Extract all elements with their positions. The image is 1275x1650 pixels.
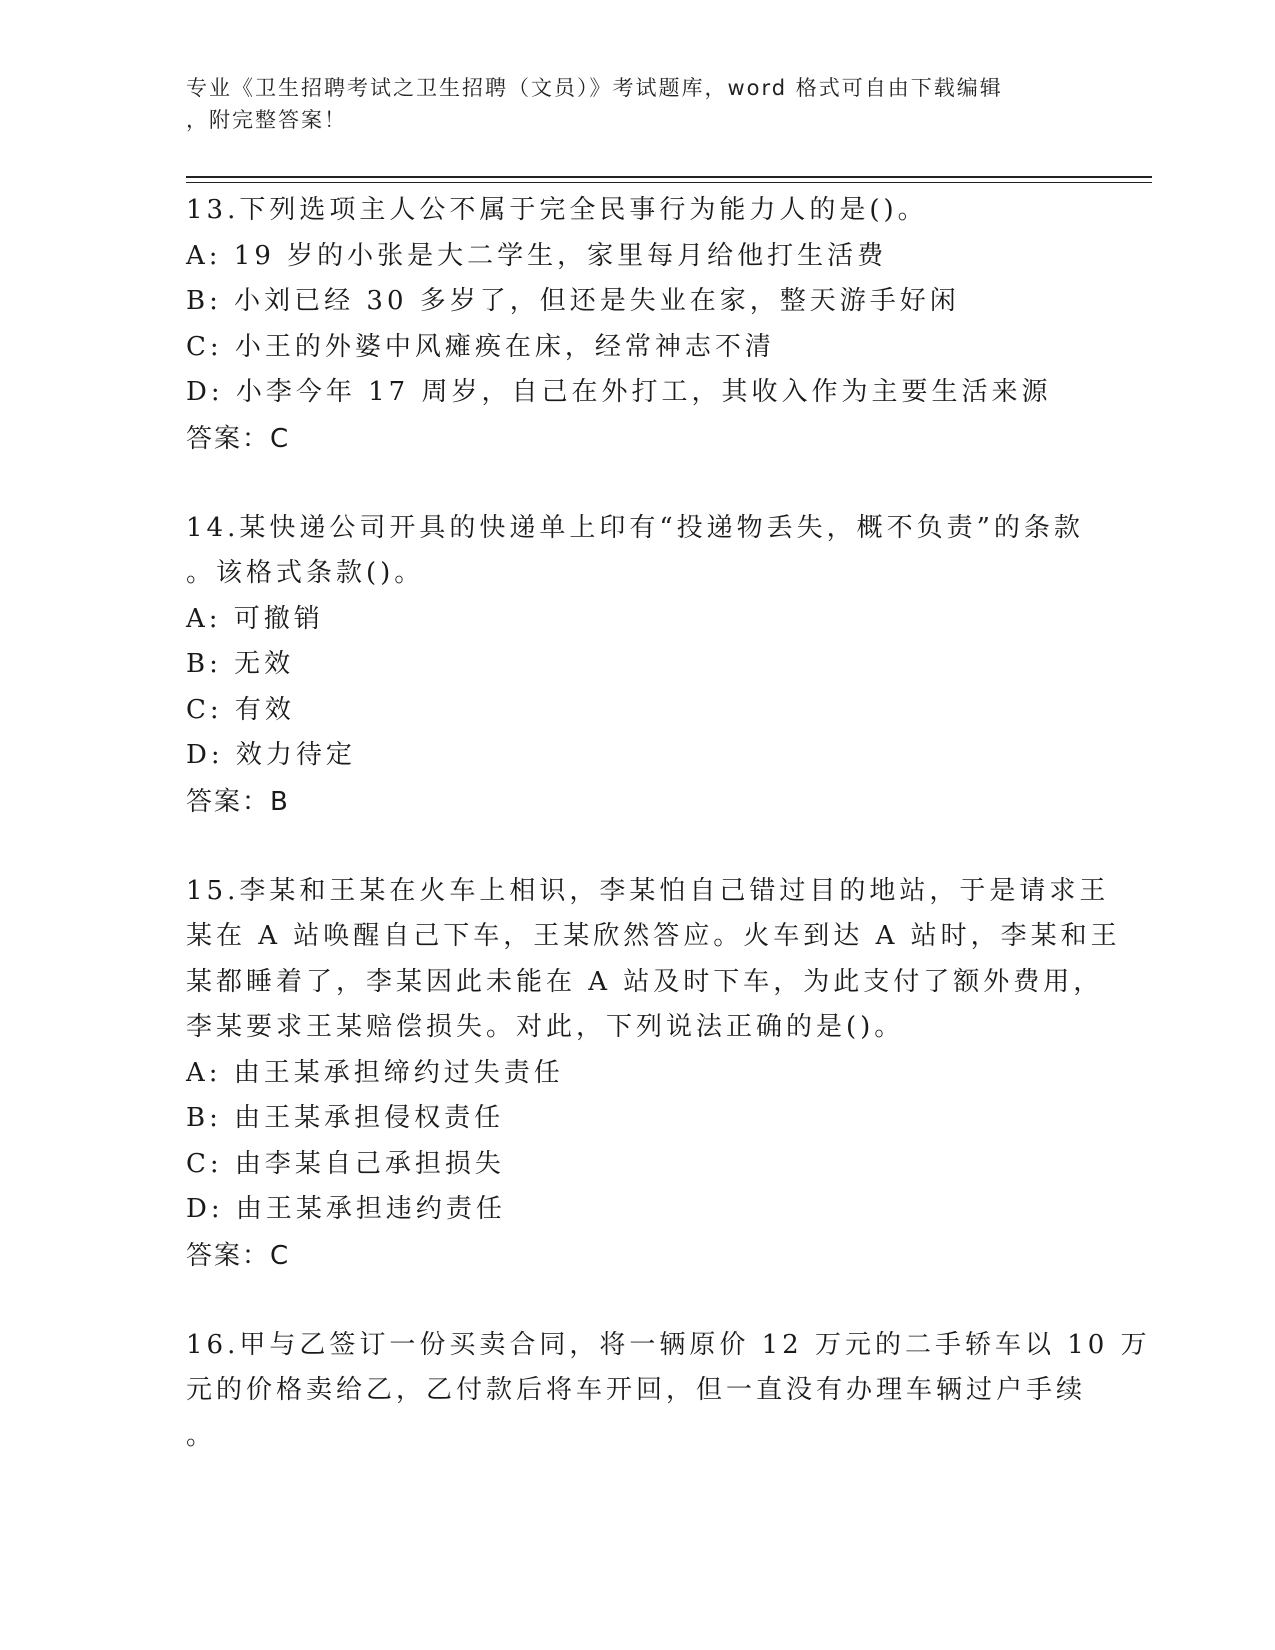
- option-d: D: 小李今年 17 周岁，自己在外打工，其收入作为主要生活来源: [186, 377, 1052, 407]
- answer-label: 答案：B: [186, 786, 290, 817]
- question-list: [186, 188, 1151, 1503]
- question-stem: 。该格式条款()。: [186, 558, 425, 588]
- header-line: ，附完整答案！: [186, 108, 347, 132]
- option-c: C: 由李某自己承担损失: [186, 1148, 505, 1179]
- option-a: A: 可撤销: [186, 603, 324, 634]
- option-b: B: 由王某承担侵权责任: [186, 1103, 505, 1133]
- page-header: [186, 72, 1066, 136]
- question-stem: 元的价格卖给乙，乙付款后将车开回，但一直没有办理车辆过户手续: [186, 1375, 1087, 1405]
- header-divider-thick: [186, 176, 1152, 178]
- option-c: C: 小王的外婆中风瘫痪在床，经常神志不清: [186, 331, 775, 362]
- header-line: 专业《卫生招聘考试之卫生招聘（文员）》考试题库，word 格式可自由下载编辑: [186, 76, 1003, 100]
- question-stem: 某在 A 站唤醒自己下车，王某欣然答应。火车到达 A 站时，李某和王: [186, 921, 1121, 951]
- option-c: C: 有效: [186, 694, 295, 725]
- header-divider-thin: [186, 182, 1152, 183]
- question-stem: 16.甲与乙签订一份买卖合同，将一辆原价 12 万元的二手轿车以 10 万: [186, 1329, 1151, 1360]
- question-stem: 。: [186, 1420, 217, 1451]
- option-a: A: 由王某承担缔约过失责任: [186, 1057, 564, 1088]
- question-stem: 13.下列选项主人公不属于完全民事行为能力人的是()。: [186, 195, 928, 225]
- question-14: [186, 506, 1086, 825]
- question-stem: 某都睡着了，李某因此未能在 A 站及时下车，为此支付了额外费用，: [186, 966, 1104, 997]
- question-13: [186, 188, 1086, 462]
- answer-label: 答案：C: [186, 1240, 291, 1271]
- question-stem: 14.某快递公司开具的快递单上印有“投递物丢失，概不负责”的条款: [186, 512, 1084, 543]
- question-15: [186, 869, 1121, 1279]
- option-d: D: 效力待定: [186, 740, 356, 770]
- answer-label: 答案：C: [186, 423, 291, 454]
- question-stem: 15.李某和王某在火车上相识，李某怕自己错过目的地站，于是请求王: [186, 875, 1110, 906]
- option-d: D: 由王某承担违约责任: [186, 1194, 506, 1224]
- option-b: B: 无效: [186, 649, 295, 679]
- question-16: [186, 1323, 1151, 1460]
- option-a: A: 19 岁的小张是大二学生，家里每月给他打生活费: [186, 240, 888, 271]
- option-b: B: 小刘已经 30 多岁了，但还是失业在家，整天游手好闲: [186, 286, 960, 316]
- question-stem: 李某要求王某赔偿损失。对此，下列说法正确的是()。: [186, 1012, 905, 1042]
